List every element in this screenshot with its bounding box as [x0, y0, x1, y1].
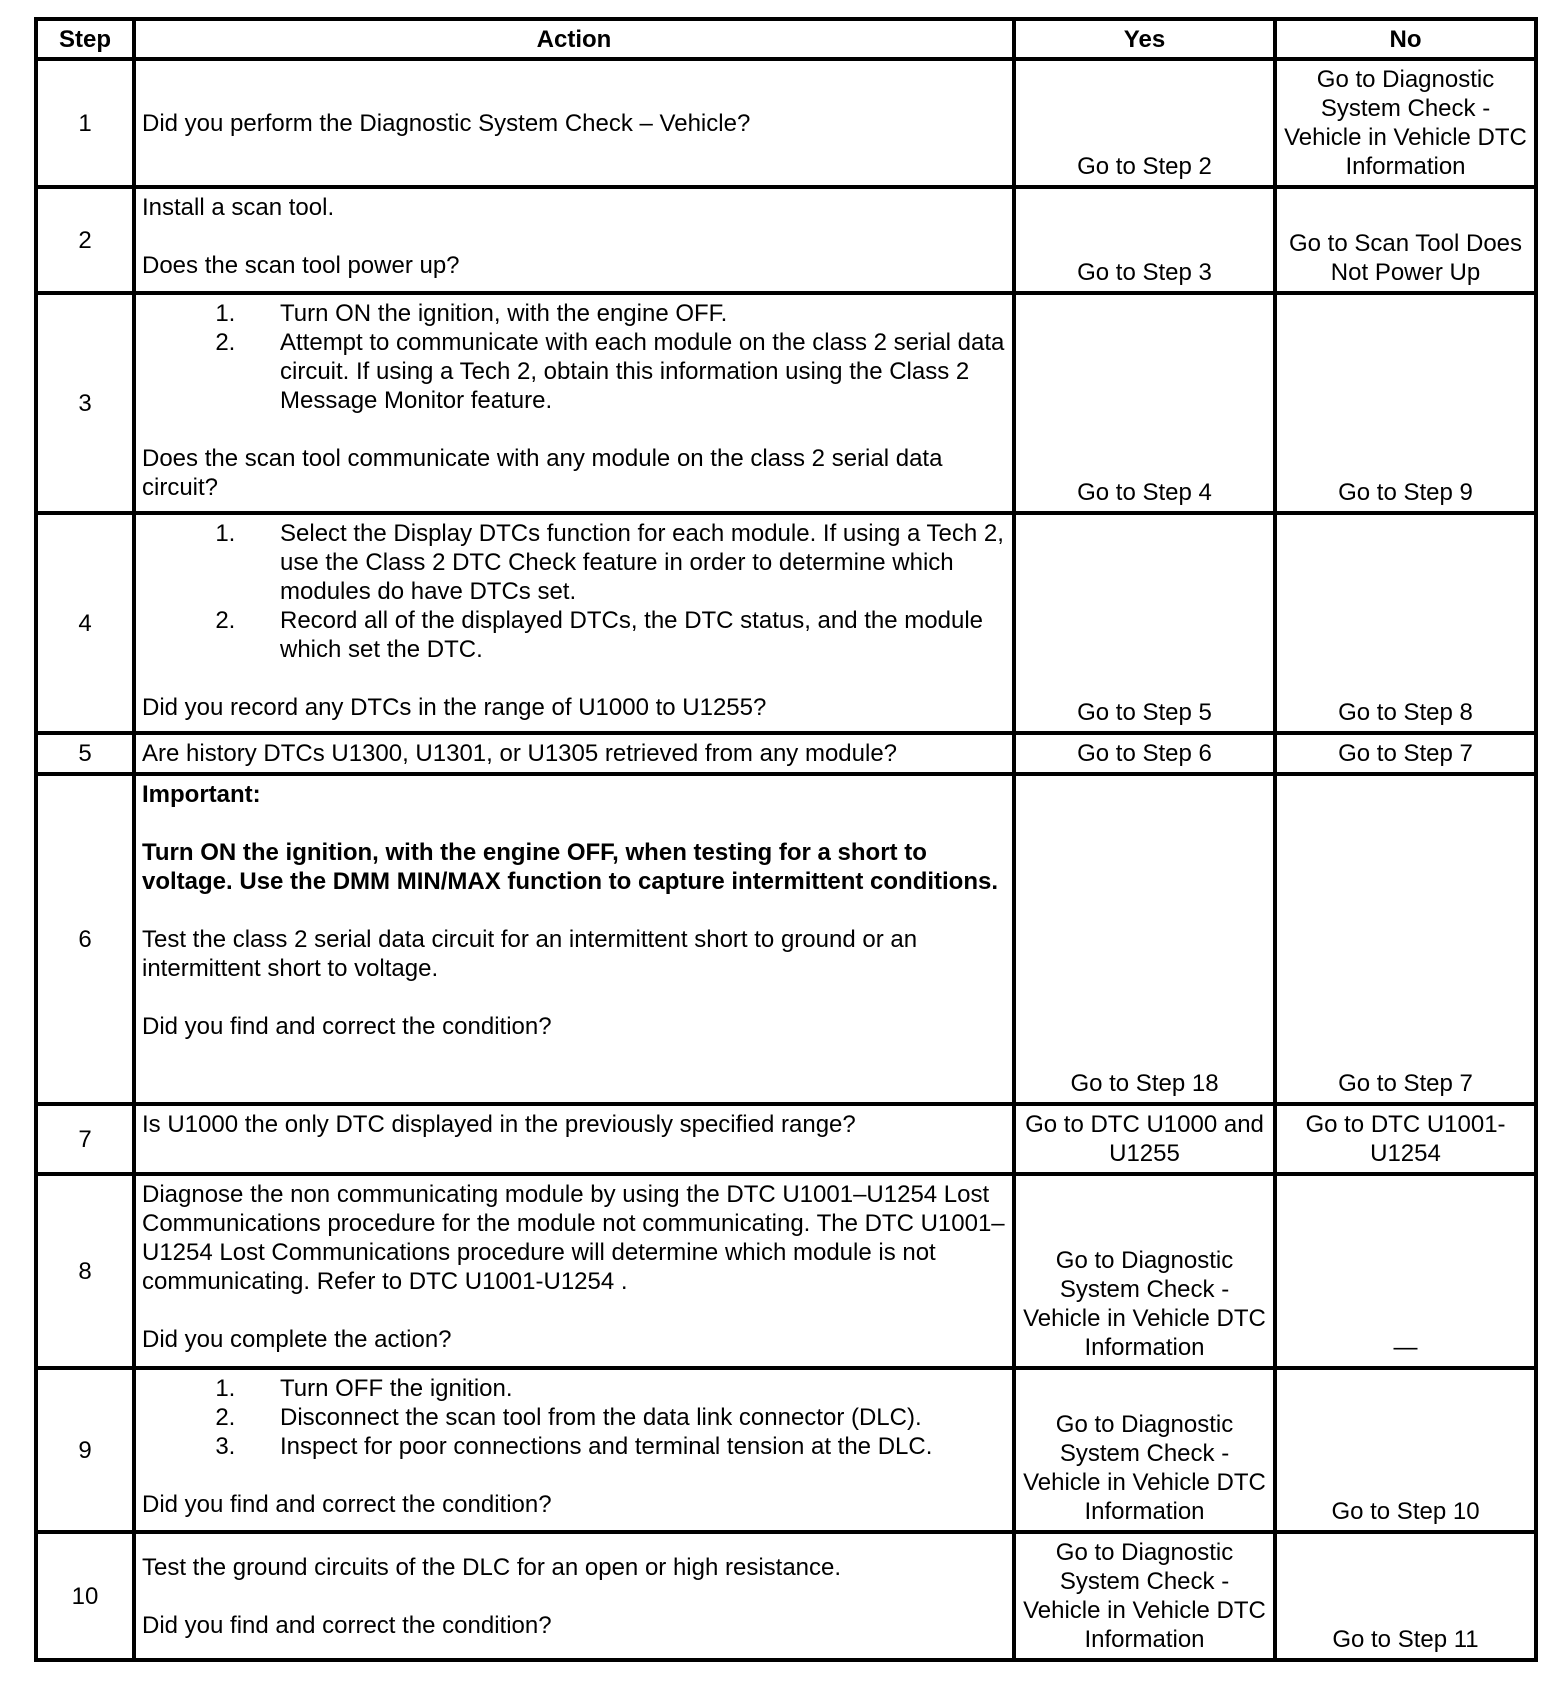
header-no: No — [1275, 19, 1536, 59]
action-cell — [134, 1368, 1014, 1532]
table-row — [36, 1368, 1536, 1532]
action-text: Install a scan tool. — [142, 194, 335, 221]
step-number: 8 — [36, 1174, 134, 1368]
action-step-item: 2. Record all of the displayed DTCs, the DTC status, and the module which set the DTC. — [242, 606, 1006, 664]
table-row — [36, 293, 1536, 513]
action-question: Did you complete the action? — [142, 1326, 452, 1353]
yes-cell: Go to Step 18 — [1014, 774, 1275, 1104]
action-steps-list — [142, 1374, 1006, 1461]
action-cell — [134, 293, 1014, 513]
action-question: Did you find and correct the condition? — [142, 1491, 552, 1518]
no-cell: Go to Step 9 — [1275, 293, 1536, 513]
yes-cell: Go to Diagnostic System Check - Vehicle in Vehicle DTC Information — [1014, 1532, 1275, 1660]
table-row — [36, 733, 1536, 774]
no-cell: Go to Step 7 — [1275, 733, 1536, 774]
yes-cell: Go to Diagnostic System Check - Vehicle in Vehicle DTC Information — [1014, 1368, 1275, 1532]
action-step-item: 3. Inspect for poor connections and terminal tension at the DLC. — [242, 1432, 1006, 1461]
action-cell — [134, 1174, 1014, 1368]
action-text: Is U1000 the only DTC displayed in the previously specified range? — [142, 1111, 856, 1138]
action-text: Did you perform the Diagnostic System Check – Vehicle? — [142, 109, 751, 137]
important-text: Turn ON the ignition, with the engine OFF, when testing for a short to voltage. Use the DMM MIN/MAX function to capture intermittent conditions. — [142, 839, 999, 895]
action-steps-list — [142, 519, 1006, 664]
step-number: 9 — [36, 1368, 134, 1532]
step-number: 6 — [36, 774, 134, 1104]
table-row — [36, 513, 1536, 733]
action-text: Are history DTCs U1300, U1301, or U1305 retrieved from any module? — [142, 740, 898, 767]
no-cell: Go to Scan Tool Does Not Power Up — [1275, 187, 1536, 293]
table-row — [36, 774, 1536, 1104]
action-cell — [134, 513, 1014, 733]
action-question: Did you record any DTCs in the range of U1000 to U1255? — [142, 694, 767, 721]
action-question: Does the scan tool power up? — [142, 252, 460, 279]
header-step: Step — [36, 19, 134, 59]
action-cell — [134, 187, 1014, 293]
table-row — [36, 1532, 1536, 1660]
yes-cell: Go to Step 2 — [1014, 59, 1275, 187]
action-cell — [134, 774, 1014, 1104]
yes-cell: Go to DTC U1000 and U1255 — [1014, 1104, 1275, 1174]
action-cell — [134, 1532, 1014, 1660]
step-number: 7 — [36, 1104, 134, 1174]
yes-cell: Go to Step 5 — [1014, 513, 1275, 733]
action-step-item: 1. Turn OFF the ignition. — [242, 1374, 1006, 1403]
header-action: Action — [134, 19, 1014, 59]
no-cell: Go to Step 10 — [1275, 1368, 1536, 1532]
action-steps-list — [142, 299, 1006, 415]
yes-cell: Go to Step 4 — [1014, 293, 1275, 513]
action-cell — [134, 733, 1014, 774]
action-step-item: 1. Turn ON the ignition, with the engine OFF. — [242, 299, 1006, 328]
no-cell: Go to Step 8 — [1275, 513, 1536, 733]
table-row — [36, 187, 1536, 293]
step-number: 10 — [36, 1532, 134, 1660]
no-cell: — — [1275, 1174, 1536, 1368]
action-step-item: 2. Disconnect the scan tool from the data link connector (DLC). — [242, 1403, 1006, 1432]
no-cell: Go to Diagnostic System Check - Vehicle in Vehicle DTC Information — [1275, 59, 1536, 187]
action-question: Did you find and correct the condition? — [142, 1611, 552, 1639]
step-number: 1 — [36, 59, 134, 187]
action-step-item: 1. Select the Display DTCs function for each module. If using a Tech 2, use the Class 2 DTC Check feature in order to determine which modules do have DTCs set. — [242, 519, 1006, 606]
action-cell — [134, 59, 1014, 187]
table-row — [36, 1174, 1536, 1368]
no-cell: Go to Step 7 — [1275, 774, 1536, 1104]
action-text: Test the class 2 serial data circuit for an intermittent short to ground or an intermittent short to voltage. — [142, 926, 918, 982]
diagnostic-table — [34, 17, 1538, 1662]
header-yes: Yes — [1014, 19, 1275, 59]
step-number: 2 — [36, 187, 134, 293]
step-number: 5 — [36, 733, 134, 774]
step-number: 3 — [36, 293, 134, 513]
step-number: 4 — [36, 513, 134, 733]
action-cell — [134, 1104, 1014, 1174]
header-row — [36, 19, 1536, 59]
action-question: Does the scan tool communicate with any module on the class 2 serial data circuit? — [142, 445, 943, 501]
no-cell: Go to Step 11 — [1275, 1532, 1536, 1660]
action-step-item: 2. Attempt to communicate with each module on the class 2 serial data circuit. If using a Tech 2, obtain this information using the Class 2 Message Monitor feature. — [242, 328, 1006, 415]
no-cell: Go to DTC U1001-U1254 — [1275, 1104, 1536, 1174]
yes-cell: Go to Step 3 — [1014, 187, 1275, 293]
yes-cell: Go to Step 6 — [1014, 733, 1275, 774]
important-label: Important: — [142, 781, 261, 808]
yes-cell: Go to Diagnostic System Check - Vehicle in Vehicle DTC Information — [1014, 1174, 1275, 1368]
action-text: Diagnose the non communicating module by using the DTC U1001–U1254 Lost Communications procedure for the module not communicating. The DTC U1001–U1254 Lost Communications procedure will determine which module is not communicating. Refer to DTC U1001-U1254 . — [142, 1181, 1005, 1295]
table-row — [36, 1104, 1536, 1174]
action-text: Test the ground circuits of the DLC for an open or high resistance. — [142, 1553, 842, 1581]
table-row — [36, 59, 1536, 187]
action-question: Did you find and correct the condition? — [142, 1013, 552, 1040]
